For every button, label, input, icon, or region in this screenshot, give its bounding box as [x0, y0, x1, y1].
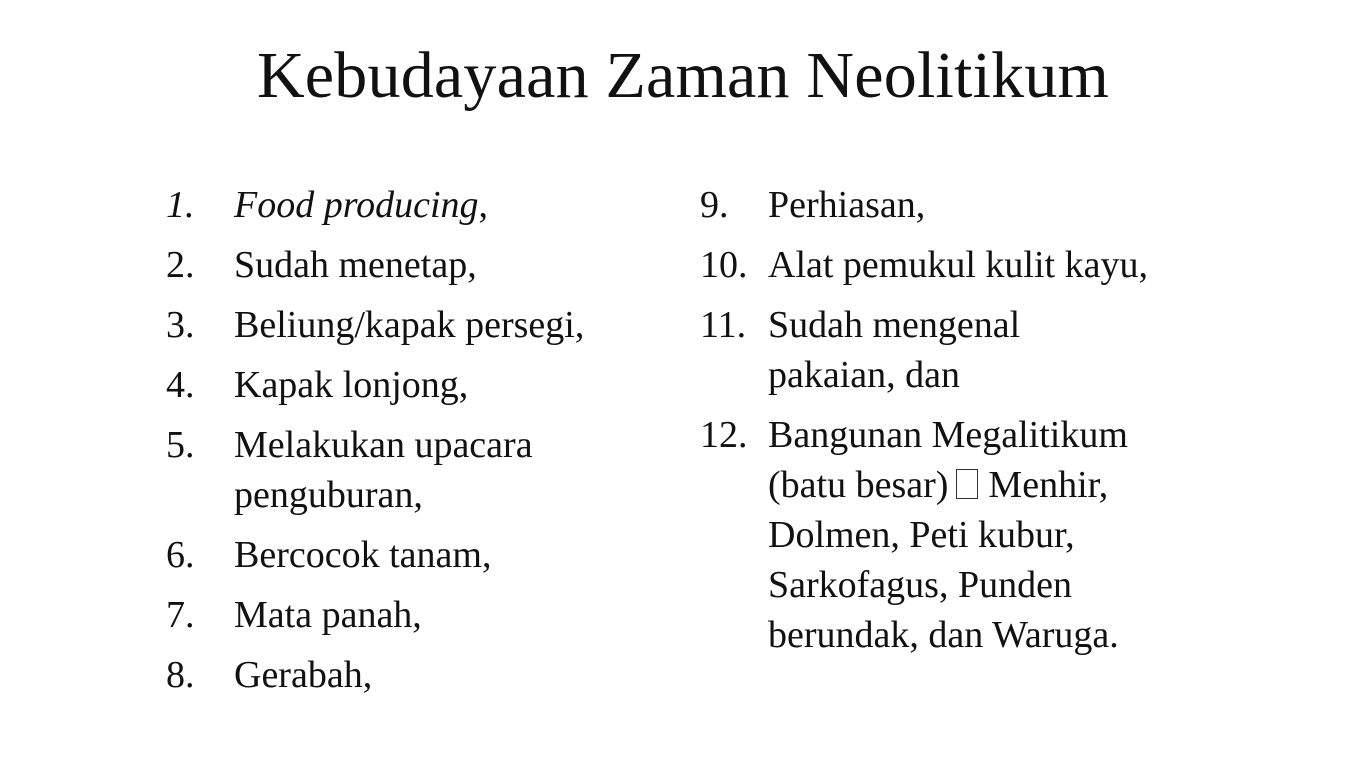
item-text: Sudah menetap,	[234, 244, 477, 286]
item-text	[234, 180, 646, 230]
list-item	[166, 360, 646, 410]
item-text: Mata panah,	[234, 594, 422, 636]
list-left	[166, 180, 646, 710]
item-text: Melakukan upacara penguburan,	[234, 424, 533, 516]
list-item	[166, 240, 646, 290]
list-item	[166, 590, 646, 640]
item-number: 11.	[700, 304, 747, 346]
item-text: Gerabah,	[234, 654, 373, 696]
item-text-part-a: Bangunan Megalitikum (batu besar)	[768, 414, 1128, 506]
list-right	[700, 180, 1220, 670]
item-number: 3.	[166, 304, 195, 346]
item-text-suffix: ,	[478, 184, 489, 226]
list-item	[166, 650, 646, 700]
page-title: Kebudayaan Zaman Neolitikum	[256, 39, 1110, 112]
list-item	[700, 240, 1220, 290]
item-number: 8.	[166, 654, 195, 696]
item-text: Kapak lonjong,	[234, 364, 469, 406]
item-number: 7.	[166, 594, 195, 636]
item-text	[768, 410, 1168, 660]
list-item	[700, 180, 1220, 230]
item-text-part-b: Menhir, Dolmen, Peti kubur, Sarkofagus, Punden berundak, dan Waruga.	[768, 464, 1119, 656]
list-item	[700, 410, 1220, 660]
item-number: 12.	[700, 414, 748, 456]
list-item	[166, 180, 646, 230]
list-item	[166, 530, 646, 580]
item-text: Beliung/kapak persegi,	[234, 304, 585, 346]
item-text: Alat pemukul kulit kayu,	[768, 244, 1148, 286]
item-text: Sudah mengenal pakaian, dan	[768, 304, 1021, 396]
item-number: 5.	[166, 424, 195, 466]
missing-glyph-icon	[956, 469, 978, 499]
list-item	[700, 300, 1220, 400]
item-number: 2.	[166, 244, 195, 286]
item-text: Perhiasan,	[768, 184, 926, 226]
item-number: 1.	[166, 184, 195, 226]
item-number: 4.	[166, 364, 195, 406]
list-item	[166, 300, 646, 350]
item-number: 6.	[166, 534, 195, 576]
item-text-italic: Food producing	[234, 184, 479, 226]
item-text: Bercocok tanam,	[234, 534, 492, 576]
list-item	[166, 420, 646, 520]
item-number: 10.	[700, 244, 748, 286]
item-number: 9.	[700, 184, 729, 226]
